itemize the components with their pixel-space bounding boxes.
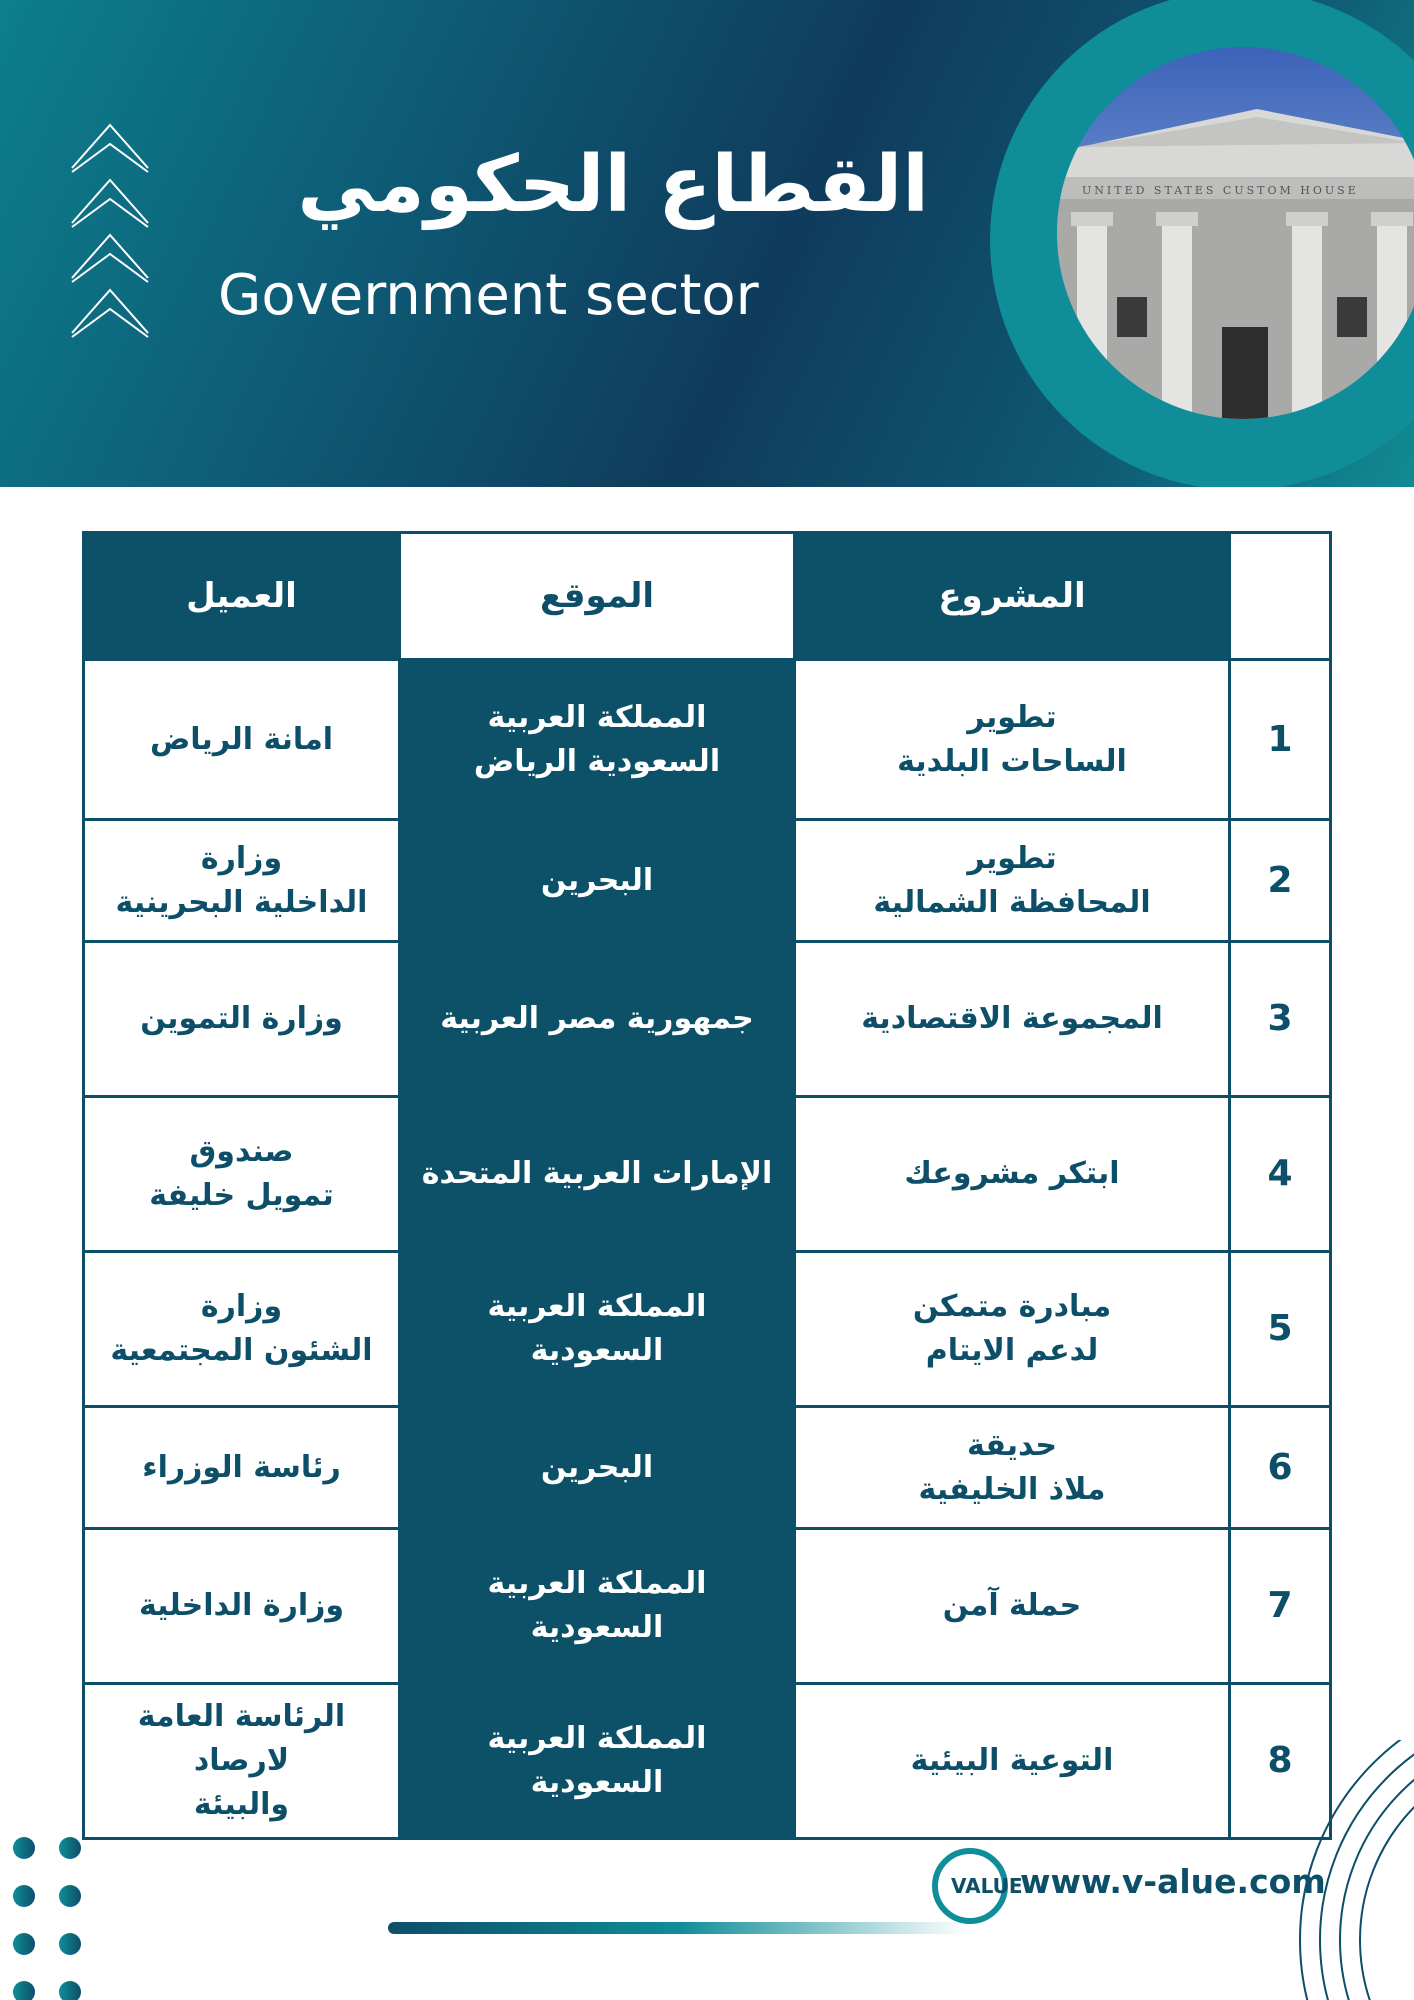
row-number: 2 [1230, 820, 1331, 942]
decorative-arcs [1290, 1740, 1414, 2000]
header-number [1230, 533, 1331, 660]
row-number: 5 [1230, 1252, 1331, 1407]
client-cell [84, 1252, 400, 1407]
location-cell [400, 1684, 795, 1839]
client-cell-line: والبيئة [193, 1787, 290, 1822]
client-cell-line: رئاسة الوزراء [142, 1449, 341, 1485]
client-cell-line: الداخلية البحرينية [115, 884, 368, 920]
project-cell-line: حديقة [967, 1427, 1057, 1463]
decorative-dots [10, 1830, 90, 2000]
chevrons-up-icon [70, 120, 150, 350]
row-number: 4 [1230, 1097, 1331, 1252]
location-cell-line: المملكة العربية [487, 1289, 707, 1324]
client-cell [84, 1529, 400, 1684]
client-cell-line: صندوق [189, 1134, 294, 1169]
project-cell [795, 1529, 1230, 1684]
project-cell-line: ملاذ الخليفية [918, 1471, 1106, 1507]
row-number: 8 [1230, 1684, 1331, 1839]
location-cell [400, 1097, 795, 1252]
location-cell-line: السعودية [530, 1610, 664, 1645]
client-cell [84, 1097, 400, 1252]
projects-table [82, 531, 1332, 1840]
location-cell-line: البحرين [540, 1449, 654, 1485]
client-cell-line: وزارة الداخلية [138, 1588, 345, 1623]
project-cell [795, 820, 1230, 942]
location-cell [400, 820, 795, 942]
website-link[interactable]: www.v-alue.com [1020, 1862, 1326, 1901]
client-cell-line: تمويل خليفة [149, 1178, 334, 1213]
location-cell-line: السعودية [530, 1333, 664, 1368]
client-cell [84, 660, 400, 820]
project-cell-line: التوعية البيئية [910, 1743, 1114, 1778]
table-header-row [84, 533, 1331, 660]
client-cell-line: الرئاسة العامة لارصاد [137, 1699, 346, 1778]
client-cell [84, 820, 400, 942]
location-cell-line: الإمارات العربية المتحدة [421, 1156, 773, 1191]
table-row [84, 1097, 1331, 1252]
location-cell [400, 942, 795, 1097]
client-cell-line: وزارة التموين [140, 1001, 343, 1036]
client-cell [84, 1407, 400, 1529]
location-cell-line: جمهورية مصر العربية [440, 1001, 754, 1036]
project-cell [795, 942, 1230, 1097]
location-cell-line: المملكة العربية [487, 1721, 707, 1756]
location-cell-line: السعودية [530, 1765, 664, 1800]
row-number: 6 [1230, 1407, 1331, 1529]
project-cell-line: المحافظة الشمالية [873, 884, 1151, 920]
project-cell-line: حملة آمن [942, 1588, 1082, 1623]
row-number: 7 [1230, 1529, 1331, 1684]
page-title: القطاع الحكومي [297, 140, 929, 230]
client-cell [84, 1684, 400, 1839]
location-cell [400, 1252, 795, 1407]
location-cell [400, 660, 795, 820]
header-project: المشروع [795, 533, 1230, 660]
location-cell-line: السعودية الرياض [473, 743, 721, 779]
table-row [84, 1252, 1331, 1407]
client-cell [84, 942, 400, 1097]
project-cell-line: المجموعة الاقتصادية [861, 1001, 1163, 1036]
location-cell-line: المملكة العربية [487, 1566, 707, 1601]
header-location: الموقع [400, 533, 795, 660]
client-cell-line: وزارة [200, 840, 283, 876]
project-cell-line: مبادرة متمكن [912, 1289, 1112, 1324]
project-cell [795, 1097, 1230, 1252]
project-cell-line: تطوير [967, 840, 1057, 876]
row-number: 3 [1230, 942, 1331, 1097]
table-row [84, 942, 1331, 1097]
page-subtitle: Government sector [218, 263, 759, 328]
location-cell-line: المملكة العربية [487, 699, 707, 735]
project-cell-line: ابتكر مشروعك [904, 1156, 1120, 1191]
svg-text:UNITED STATES CUSTOM HOUSE: UNITED STATES CUSTOM HOUSE [1082, 184, 1359, 197]
project-cell-line: تطوير [967, 699, 1057, 735]
client-cell-line: وزارة [200, 1289, 283, 1324]
footer-bar [388, 1922, 968, 1934]
table-row [84, 1407, 1331, 1529]
project-cell [795, 1684, 1230, 1839]
client-cell-line: امانة الرياض [149, 721, 334, 757]
company-logo: VALUE [932, 1848, 1008, 1924]
location-cell [400, 1529, 795, 1684]
table-row [84, 1529, 1331, 1684]
header-banner [0, 0, 1414, 487]
project-cell [795, 1252, 1230, 1407]
building-photo [1057, 47, 1414, 419]
project-cell [795, 1407, 1230, 1529]
row-number: 1 [1230, 660, 1331, 820]
project-cell [795, 660, 1230, 820]
location-cell [400, 1407, 795, 1529]
table-row [84, 1684, 1331, 1839]
table-row [84, 820, 1331, 942]
location-cell-line: البحرين [540, 862, 654, 898]
table-row [84, 660, 1331, 820]
client-cell-line: الشئون المجتمعية [110, 1333, 373, 1368]
project-cell-line: لدعم الايتام [925, 1333, 1099, 1368]
header-client: العميل [84, 533, 400, 660]
project-cell-line: الساحات البلدية [897, 743, 1127, 779]
